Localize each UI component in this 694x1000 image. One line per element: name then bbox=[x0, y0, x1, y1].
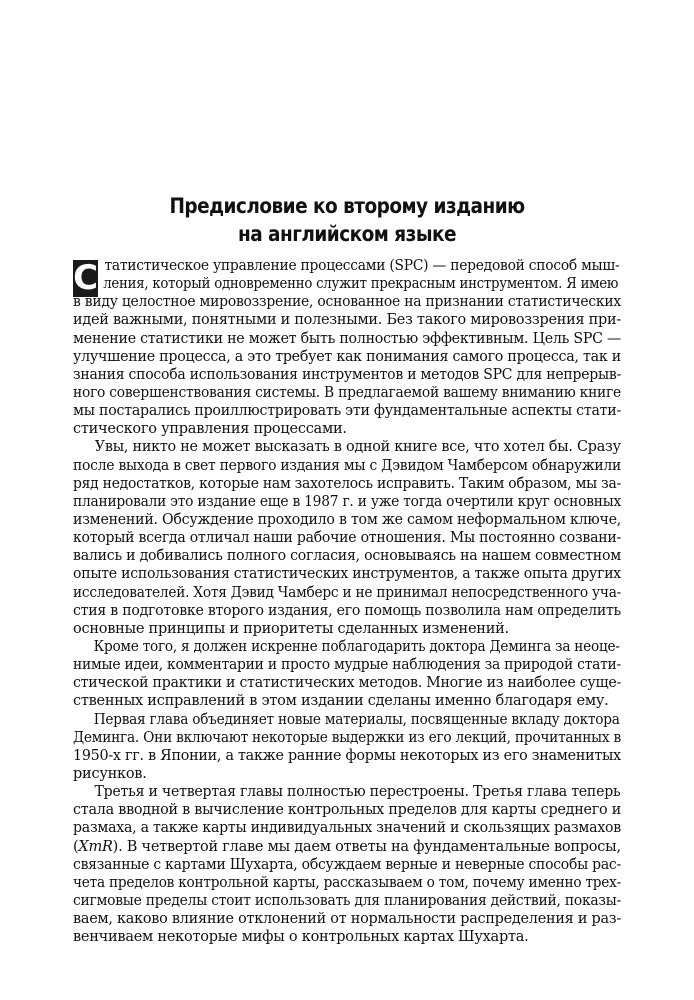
text-line: связанные с картами Шухарта, обсуждаем верные и неверные способы рас- bbox=[73, 856, 621, 873]
text-line: после выхода в свет первого издания мы с Дэвидом Чамберсом обнаружили bbox=[73, 457, 622, 474]
text-line: Первая глава объединяет новые материалы, посвященные вкладу доктора bbox=[93, 711, 620, 728]
drop-cap: С bbox=[73, 258, 98, 298]
text-line: планировали это издание еще в 1987 г. и уже тогда очертили круг основных bbox=[73, 493, 621, 510]
paragraph-3 bbox=[73, 638, 621, 711]
paragraph-4 bbox=[73, 711, 621, 784]
text-line: ления, который одновременно служит прекрасным инструментом. Я имею bbox=[103, 276, 619, 293]
text-line: ваем, каково влияние отклонений от нормальности распределения и раз- bbox=[73, 911, 622, 928]
text-line: улучшение процесса, а это требует как понимания самого процесса, так и bbox=[73, 348, 621, 365]
text-line: вались и добивались полного согласия, основываясь на нашем совместном bbox=[73, 548, 621, 565]
text-line: исследователей. Хотя Дэвид Чамберс и не принимал непосредственного уча- bbox=[73, 584, 622, 601]
text-line: идей важными, понятными и полезными. Без такого мировоззрения при- bbox=[73, 312, 621, 329]
text-fragment: ( bbox=[73, 838, 79, 855]
text-line: ряд недостатков, которые нам захотелось исправить. Таким образом, мы за- bbox=[73, 475, 622, 492]
text-line: стического управления процессами. bbox=[73, 421, 347, 438]
text-line: основные принципы и приоритеты сделанных изменений. bbox=[73, 620, 509, 637]
italic-abbreviation: XmR bbox=[78, 838, 113, 855]
paragraph-2 bbox=[73, 438, 621, 638]
text-line-mixed bbox=[73, 838, 621, 856]
body-text bbox=[73, 257, 621, 946]
text-line: который всегда отличал наши рабочие отношения. Мы постоянно созвани- bbox=[73, 530, 621, 547]
text-line: Третья и четвертая главы полностью перестроены. Третья глава теперь bbox=[94, 784, 621, 801]
text-fragment: ). В четвертой главе мы даем ответы на фундаментальные вопросы, bbox=[112, 838, 621, 855]
text-line: венчиваем некоторые мифы о контрольных картах Шухарта. bbox=[73, 929, 529, 946]
text-line: знания способа использования инструментов и методов SPC для непрерыв- bbox=[73, 366, 621, 383]
text-line: стия в подготовке второго издания, его помощь позволила нам определить bbox=[73, 602, 622, 619]
text-line: стала вводной в вычисление контрольных пределов для карты среднего и bbox=[73, 802, 622, 819]
text-line: менение статистики не может быть полностью эффективным. Цель SPC — bbox=[73, 330, 621, 347]
heading-line-2: на английском языке bbox=[237, 222, 457, 246]
text-line: опыте использования статистических инструментов, а также опыта других bbox=[73, 566, 621, 583]
text-line: Увы, никто не может высказать в одной книге все, что хотел бы. Сразу bbox=[94, 439, 621, 456]
chapter-heading bbox=[42, 192, 653, 248]
text-line: татистическое управление процессами (SPC) — передовой способ мыш- bbox=[104, 258, 620, 274]
text-line: сигмовые пределы стоит использовать для планирования действий, показы- bbox=[73, 892, 621, 909]
text-line: 1950-х гг. в Японии, а также ранние формы некоторых из его знаменитых bbox=[73, 747, 621, 764]
text-line: мы постарались проиллюстрировать эти фундаментальные аспекты стати- bbox=[73, 403, 621, 420]
text-line: ственных исправлений в этом издании сделаны именно благодаря ему. bbox=[73, 693, 609, 710]
text-line: изменений. Обсуждение проходило в том же самом неформальном ключе, bbox=[73, 511, 621, 528]
text-line: в виду целостное мировоззрение, основанное на признании статистических bbox=[73, 294, 621, 311]
paragraph-5 bbox=[73, 783, 621, 946]
paragraph-1 bbox=[73, 257, 621, 438]
heading-line-1: Предисловие ко второму изданию bbox=[169, 194, 525, 218]
text-line: стической практики и статистических методов. Многие из наиболее суще- bbox=[73, 675, 621, 692]
text-line: чета пределов контрольной карты, рассказываем о том, почему именно трех- bbox=[73, 874, 622, 891]
text-line: Кроме того, я должен искренне поблагодарить доктора Деминга за неоце- bbox=[93, 638, 620, 655]
text-line: рисунков. bbox=[73, 765, 147, 782]
text-line: Деминга. Они включают некоторые выдержки из его лекций, прочитанных в bbox=[73, 729, 621, 746]
text-line: ного совершенствования системы. В предлагаемой вашему вниманию книге bbox=[73, 384, 621, 401]
text-line: размаха, а также карты индивидуальных значений и скользящих размахов bbox=[73, 820, 621, 837]
text-line: нимые идеи, комментарии и просто мудрые наблюдения за природой стати- bbox=[73, 657, 621, 674]
